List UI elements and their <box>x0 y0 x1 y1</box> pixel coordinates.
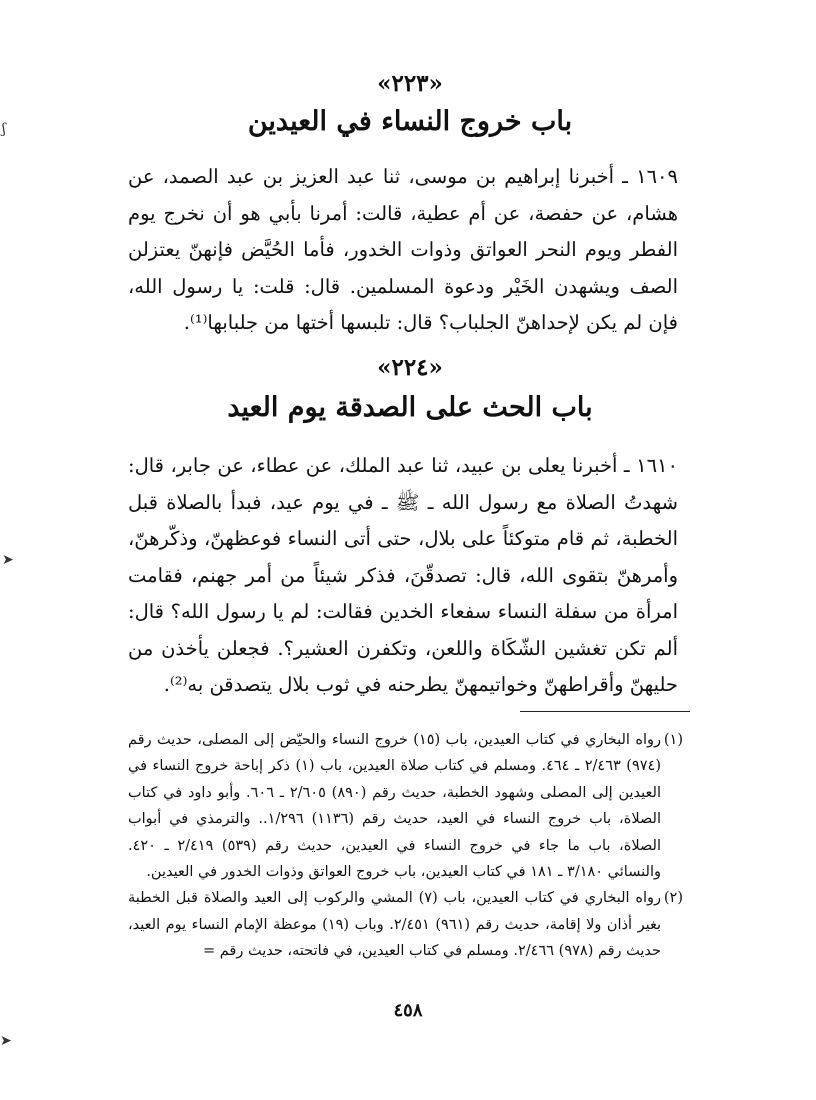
chapter-title: باب الحث على الصدقة يوم العيد <box>227 392 593 423</box>
hadith-paragraph <box>128 448 678 704</box>
footnote-text: رواه البخاري في كتاب العيدين، باب (٧) المشي والركوب إلى العيد والصلاة قبل الخطبة بغير أذان ولا إقامة، حديث رقم (٩٦١) ٢/٤٥١. وباب (١٩) موعظة الإمام النساء يوم العيد، حديث رقم (٩٧٨) ٢/٤٦٦. ومسلم في كتاب العيدين، في فاتحته، حديث رقم = <box>128 890 661 960</box>
page-number: ٤٥٨ <box>393 1000 423 1021</box>
footnote <box>128 727 683 885</box>
footnote-text: رواه البخاري في كتاب العيدين، باب (١٥) خروج النساء والحيّض إلى المصلى، حديث رقم (٩٧٤) ٢/٤٦٣ ـ ٤٦٤. ومسلم في كتاب صلاة العيدين، باب (١) ذكر إباحة خروج النساء في العيدين إلى المصلى وشهود الخطبة، حديث رقم (٨٩٠) ٢/٦٠٥ ـ ٦٠٦. وأبو داود في كتاب الصلاة، باب خروج النساء في العيد، حديث رقم (١١٣٦) ١/٢٩٦.. والترمذي في أبواب الصلاة، باب ما جاء في خروج النساء في العيدين، حديث رقم (٥٣٩) ٢/٤١٩ ـ ٤٢٠. والنسائي ٣/١٨٠ ـ ١٨١ في كتاب العيدين، باب خروج العواتق وذوات الخدور في العيدين. <box>128 732 662 881</box>
hadith-text: ١٦٠٩ ـ أخبرنا إبراهيم بن موسى، ثنا عبد العزيز بن عبد الصمد، عن هشام، عن حفصة، عن أم عطية، قالت: أمرنا بأبي هو أن نخرج يوم الفطر ويوم النحر العواتق وذوات الخدور، فأما الحُيَّض فإنهنّ يعتزلن الصف ويشهدن الخَيْر ودعوة المسلمين. قال: قلت: يا رسول الله، فإن لم يكن لإحداهنّ الجلباب؟ قال: تلبسها أختها من جلبابها⁽¹⁾. <box>128 165 678 334</box>
margin-arrow-icon: ➤ <box>2 552 14 568</box>
hadith-paragraph <box>128 159 678 342</box>
chapter-title: باب خروج النساء في العيدين <box>247 106 573 137</box>
hadith-text: ١٦١٠ ـ أخبرنا يعلى بن عبيد، ثنا عبد الملك، عن عطاء، عن جابر، قال: شهدتُ الصلاة مع رسول الله ـ ﷺ ـ في يوم عيد، فبدأ بالصلاة قبل الخطبة، ثم قام متوكئاً على بلال، حتى أتى النساء فوعظهنّ، وذكّرهنّ، وأمرهنّ بتقوى الله، قال: تصدقّنَ، فذكر شيئاً من أمر جهنم، فقامت امرأة من سفلة النساء سفعاء الخدين فقالت: لم يا رسول الله؟ قال: ألم تكن تغشين الشّكَاة واللعن، وتكفرن العشير؟. فجعلن يأخذن من حليهنّ وأقراطهنّ وخواتيمهنّ يطرحنه في ثوب بلال يتصدقن به⁽²⁾. <box>128 454 678 696</box>
footnote <box>128 885 683 964</box>
footnote-divider <box>520 711 690 712</box>
chapter-number: «٢٢٣» <box>377 70 443 97</box>
chapter-number: «٢٢٤» <box>377 354 443 381</box>
margin-arrow-icon: ➤ <box>0 1033 12 1049</box>
footnotes <box>128 727 683 965</box>
footnote-number: (٢) <box>663 890 683 907</box>
margin-mark-icon: ʃ <box>2 121 6 137</box>
footnote-number: (١) <box>663 732 683 748</box>
